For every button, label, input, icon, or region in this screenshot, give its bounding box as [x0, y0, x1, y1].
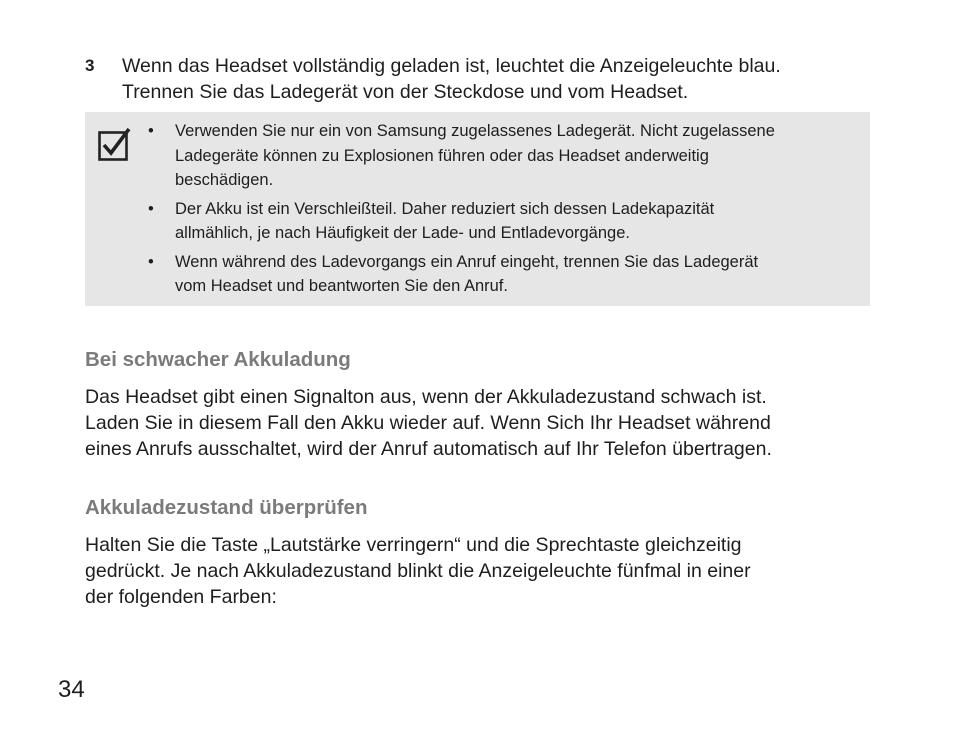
paragraph-line: gedrückt. Je nach Akkuladezustand blinkt die Anzeigeleuchte fünfmal in einer [85, 560, 751, 582]
checkbox-check-icon [98, 128, 132, 162]
note-line: Wenn während des Ladevorgangs ein Anruf eingeht, trennen Sie das Ladegerät [175, 252, 759, 271]
section-paragraph-low-battery [85, 384, 885, 462]
paragraph-line: eines Anrufs ausschaltet, wird der Anruf automatisch auf Ihr Telefon übertragen. [85, 438, 772, 460]
bullet-icon: • [148, 122, 154, 140]
step-3 [85, 53, 885, 105]
note-box [85, 112, 870, 306]
note-item [148, 250, 860, 299]
step-number: 3 [85, 56, 95, 75]
section-heading-check-battery: Akkuladezustand überprüfen [85, 496, 368, 519]
page-number: 34 [58, 676, 85, 703]
note-list [148, 119, 860, 303]
note-line: Verwenden Sie nur ein von Samsung zugelassenes Ladegerät. Nicht zugelassene [175, 122, 775, 140]
note-line: beschädigen. [175, 171, 274, 189]
paragraph-line: Das Headset gibt einen Signalton aus, wenn der Akkuladezustand schwach ist. [85, 386, 767, 408]
note-line: Der Akku ist ein Verschleißteil. Daher reduziert sich dessen Ladekapazität [175, 199, 715, 218]
paragraph-line: Halten Sie die Taste „Lautstärke verringern“ und die Sprechtaste gleichzeitig [85, 534, 742, 556]
note-line: allmählich, je nach Häufigkeit der Lade- und Entladevorgänge. [175, 224, 630, 242]
step-text-line: Trennen Sie das Ladegerät von der Steckdose und vom Headset. [122, 81, 689, 103]
paragraph-line: der folgenden Farben: [85, 586, 277, 608]
note-line: vom Headset und beantworten Sie den Anruf. [175, 277, 508, 295]
bullet-icon: • [148, 199, 154, 218]
section-heading-low-battery: Bei schwacher Akkuladung [85, 348, 351, 371]
step-text [122, 53, 885, 105]
section-paragraph-check-battery [85, 532, 885, 610]
bullet-icon: • [148, 252, 154, 271]
step-text-line: Wenn das Headset vollständig geladen ist, leuchtet die Anzeigeleuchte blau. [122, 55, 781, 77]
paragraph-line: Laden Sie in diesem Fall den Akku wieder auf. Wenn Sich Ihr Headset während [85, 412, 771, 434]
note-line: Ladegeräte können zu Explosionen führen oder das Headset anderweitig [175, 146, 709, 165]
note-item [148, 197, 860, 246]
note-item [148, 119, 860, 193]
